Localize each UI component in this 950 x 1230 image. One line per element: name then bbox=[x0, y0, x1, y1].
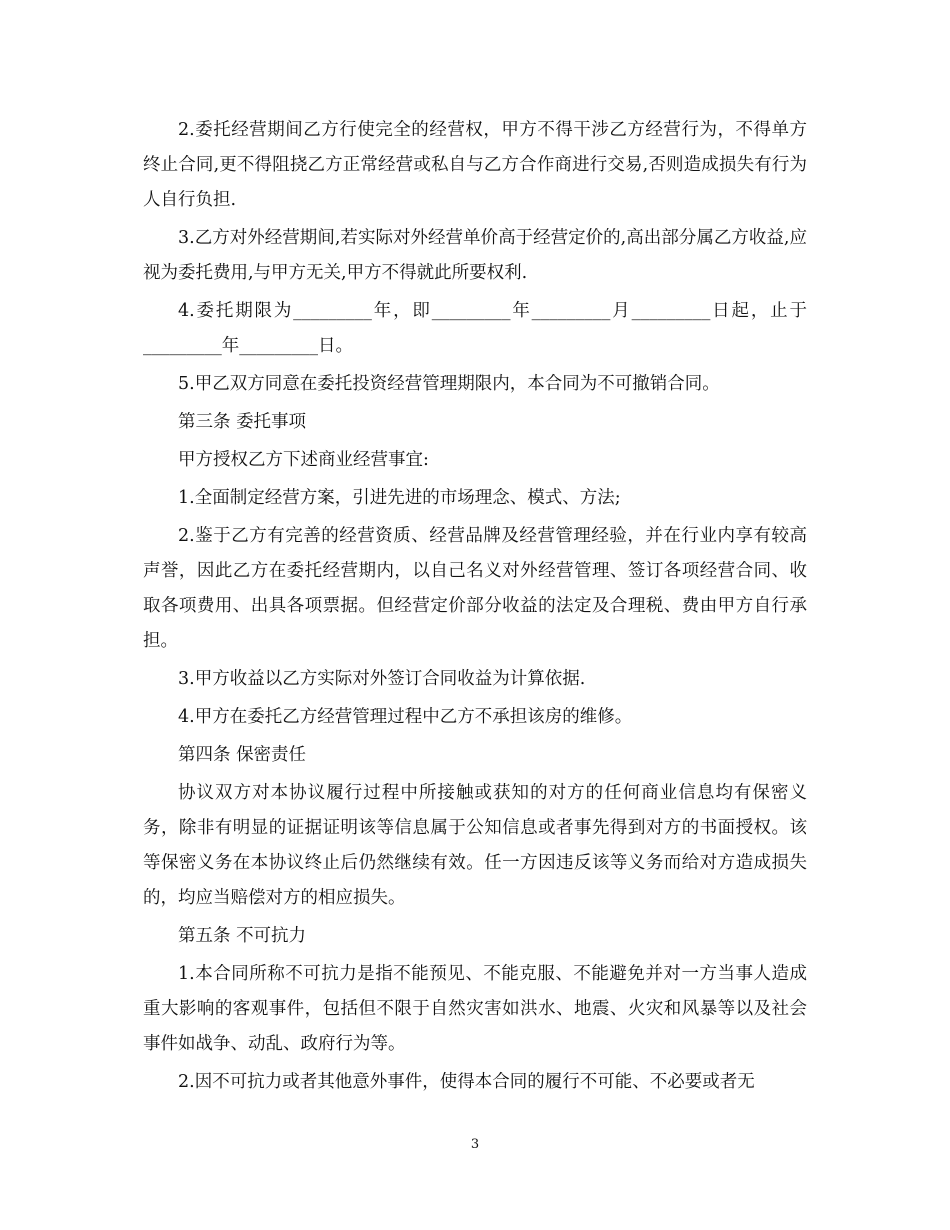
article-5-heading: 第五条 不可抗力 bbox=[178, 926, 307, 946]
clause-3-2: 2.鉴于乙方有完善的经营资质、经营品牌及经营管理经验，并在行业内享有较高声誉，因此乙方在委托经营期内，以自己名义对外经营管理、签订各项经营合同、收取各项费用、出具各项票据。但经营定价部分收益的法定及合理税、费由甲方自行承担。 bbox=[143, 526, 807, 651]
document-body bbox=[143, 113, 807, 1103]
article-3-intro: 甲方授权乙方下述商业经营事宜: bbox=[178, 450, 429, 470]
clause-2-5: 5.甲乙双方同意在委托投资经营管理期限内，本合同为不可撤销合同。 bbox=[178, 374, 720, 394]
clause-5-1: 1.本合同所称不可抗力是指不能预见、不能克服、不能避免并对一方当事人造成重大影响的客观事件，包括但不限于自然灾害如洪水、地震、火灾和风暴等以及社会事件如战争、动乱、政府行为等。 bbox=[143, 964, 807, 1054]
page-number: 3 bbox=[470, 1137, 480, 1152]
article-3-heading: 第三条 委托事项 bbox=[178, 412, 307, 432]
clause-2-4: 4.委托期限为_________年，即_________年_________月_________日起，止于_________年_________日。 bbox=[143, 301, 807, 356]
article-4-body: 协议双方对本协议履行过程中所接触或获知的对方的任何商业信息均有保密义务，除非有明显的证据证明该等信息属于公知信息或者事先得到对方的书面授权。该等保密义务在本协议终止后仍然继续有效。任一方因违反该等义务而给对方造成损失的，均应当赔偿对方的相应损失。 bbox=[143, 783, 807, 908]
clause-3-1: 1.全面制定经营方案，引进先进的市场理念、模式、方法; bbox=[178, 488, 621, 508]
clause-2-3: 3.乙方对外经营期间,若实际对外经营单价高于经营定价的,高出部分属乙方收益,应视为委托费用,与甲方无关,甲方不得就此所要权利. bbox=[143, 228, 807, 283]
clause-3-4: 4.甲方在委托乙方经营管理过程中乙方不承担该房的维修。 bbox=[178, 707, 633, 727]
clause-3-3: 3.甲方收益以乙方实际对外签订合同收益为计算依据. bbox=[178, 669, 586, 689]
clause-5-2: 2.因不可抗力或者其他意外事件，使得本合同的履行不可能、不必要或者无 bbox=[178, 1072, 755, 1092]
clause-2-2: 2.委托经营期间乙方行使完全的经营权，甲方不得干涉乙方经营行为，不得单方终止合同,更不得阻挠乙方正常经营或私自与乙方合作商进行交易,否则造成损失有行为人自行负担. bbox=[143, 120, 807, 210]
article-4-heading: 第四条 保密责任 bbox=[178, 745, 307, 765]
